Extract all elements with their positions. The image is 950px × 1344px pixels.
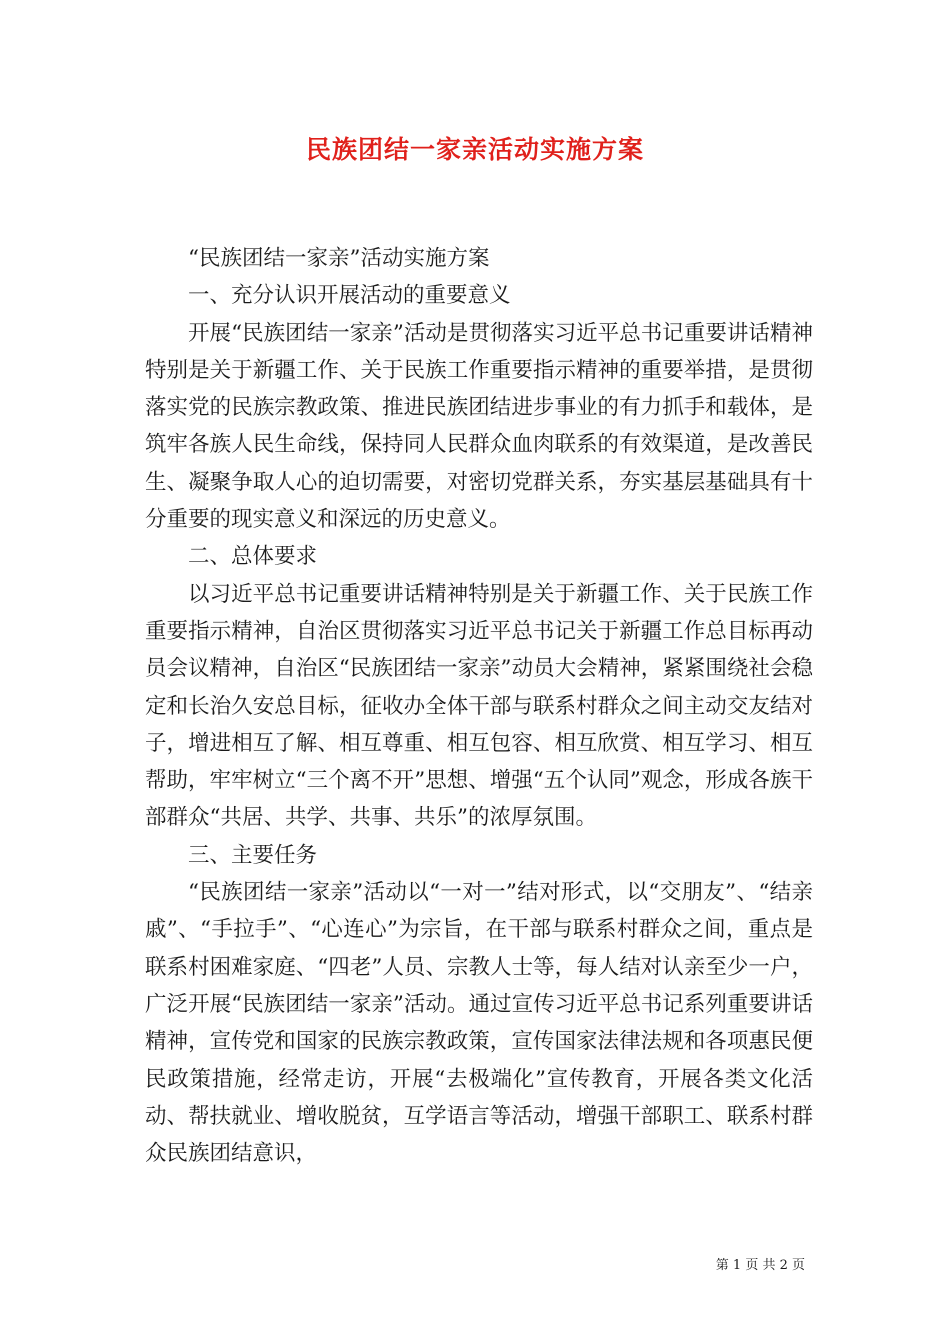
section-heading-2: 二、总体要求 [188,544,318,570]
document-body [145,240,813,1172]
subtitle-paragraph: “民族团结一家亲”活动实施方案 [188,246,490,271]
body-paragraph-1: 开展“民族团结一家亲”活动是贯彻落实习近平总书记重要讲话精神特别是关于新疆工作、关于民族工作重要指示精神的重要举措，是贯彻落实党的民族宗教政策、推进民族团结进步事业的有力抓手和载体，是筑牢各族人民生命线，保持同人民群众血肉联系的有效渠道，是改善民生、凝聚争取人心的迫切需要，对密切党群关系，夯实基层基础具有十分重要的现实意义和深远的历史意义。 [145,320,813,533]
section-heading-1: 一、充分认识开展活动的重要意义 [188,283,511,309]
section-heading-3: 三、主要任务 [188,842,318,868]
document-title: 民族团结一家亲活动实施方案 [305,135,644,164]
body-paragraph-3: “民族团结一家亲”活动以“一对一”结对形式，以“交朋友”、“结亲戚”、“手拉手”、“心连心”为宗旨，在干部与联系村群众之间，重点是联系村困难家庭、“四老”人员、宗教人士等，每人结对认亲至少一户，广泛开展“民族团结一家亲”活动。通过宣传习近平总书记系列重要讲话精神，宣传党和国家的民族宗教政策，宣传国家法律法规和各项惠民便民政策措施，经常走访，开展“去极端化”宣传教育，开展各类文化活动、帮扶就业、增收脱贫，互学语言等活动，增强干部职工、联系村群众民族团结意识， [145,880,813,1167]
page-number: 第 1 页 共 2 页 [715,1258,805,1273]
body-paragraph-2: 以习近平总书记重要讲话精神特别是关于新疆工作、关于民族工作重要指示精神，自治区贯彻落实习近平总书记关于新疆工作总目标再动员会议精神，自治区“民族团结一家亲”动员大会精神，紧紧围绕社会稳定和长治久安总目标，征收办全体干部与联系村群众之间主动交友结对子，增进相互了解、相互尊重、相互包容、相互欣赏、相互学习、相互帮助，牢牢树立“三个离不开”思想、增强“五个认同”观念，形成各族干部群众“共居、共学、共事、共乐”的浓厚氛围。 [145,581,813,831]
